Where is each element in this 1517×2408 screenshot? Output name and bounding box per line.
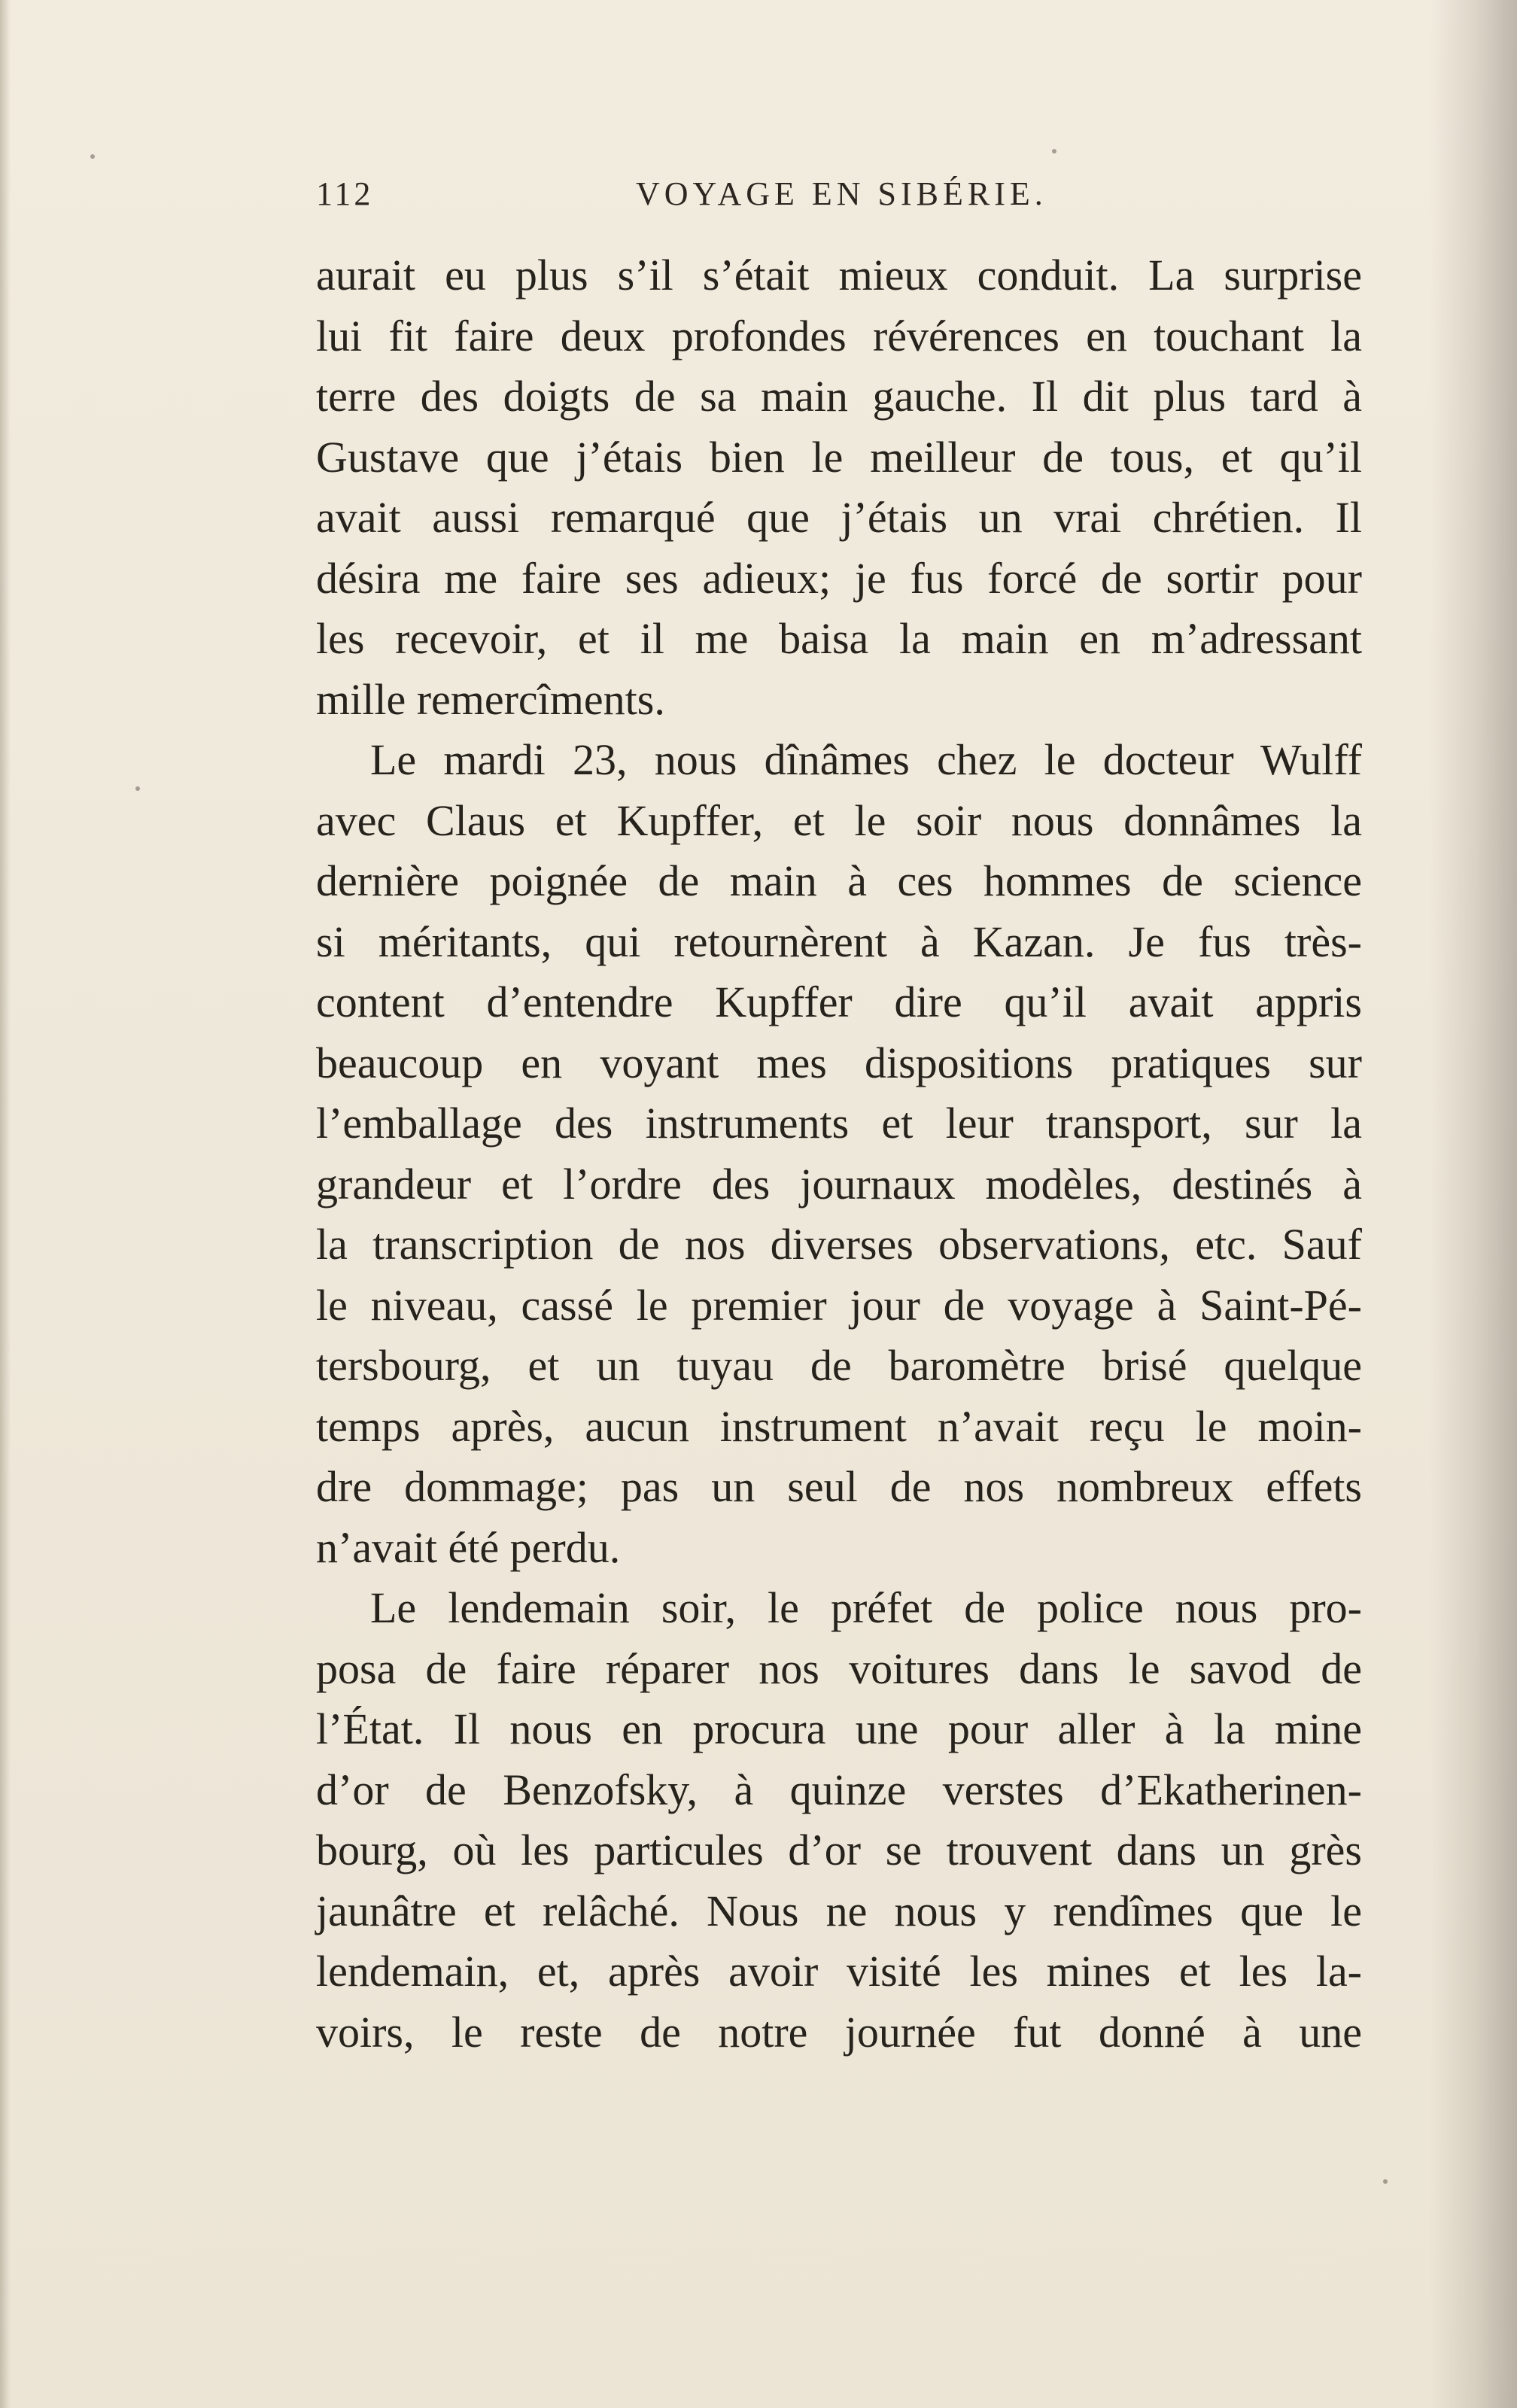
text-line: dre dommage; pas un seul de nos nombreux effets — [316, 1462, 1362, 1511]
text-line: beaucoup en voyant mes dispositions pratiques sur — [316, 1038, 1362, 1087]
text-line: Gustave que j’étais bien le meilleur de tous, et qu’il — [316, 432, 1362, 482]
text-line: posa de faire réparer nos voitures dans le savod de — [316, 1643, 1362, 1693]
text-line: tersbourg, et un tuyau de baromètre brisé quelque — [316, 1341, 1362, 1390]
text-line: voirs, le reste de notre journée fut donné à une — [316, 2007, 1362, 2057]
text-line: avait aussi remarqué que j’étais un vrai chrétien. Il — [316, 493, 1362, 542]
text-line: désira me faire ses adieux; je fus forcé de sortir pour — [316, 553, 1362, 603]
text-line: content d’entendre Kupffer dire qu’il avait appris — [316, 977, 1362, 1026]
text-line: Le mardi 23, nous dînâmes chez le docteur Wulff — [370, 735, 1362, 784]
text-line: le niveau, cassé le premier jour de voyage à Saint-Pé- — [316, 1280, 1362, 1330]
body-text — [316, 245, 1362, 2063]
paper-speck — [90, 154, 95, 159]
text-line: n’avait été perdu. — [316, 1522, 621, 1572]
page-number: 112 — [316, 175, 374, 212]
paper-speck — [1052, 149, 1056, 154]
text-line: dernière poignée de main à ces hommes de science — [316, 856, 1362, 905]
text-line: terre des doigts de sa main gauche. Il dit plus tard à — [316, 372, 1362, 421]
text-line: lui fit faire deux profondes révérences en touchant la — [316, 311, 1362, 360]
paper-speck — [135, 786, 140, 791]
text-line: d’or de Benzofsky, à quinze verstes d’Ekatherinen- — [316, 1765, 1362, 1814]
text-line: bourg, où les particules d’or se trouvent dans un grès — [316, 1826, 1362, 1874]
paper-speck — [1383, 2179, 1388, 2184]
text-line: Le lendemain soir, le préfet de police nous pro- — [370, 1583, 1362, 1632]
text-line: aurait eu plus s’il s’était mieux conduit. La surprise — [316, 251, 1362, 299]
text-line: lendemain, et, après avoir visité les mines et les la- — [316, 1947, 1362, 1996]
text-line: temps après, aucun instrument n’avait reçu le moin- — [316, 1401, 1362, 1451]
text-line: la transcription de nos diverses observations, etc. Sauf — [316, 1220, 1362, 1269]
text-line: jaunâtre et relâché. Nous ne nous y rendîmes que le — [316, 1886, 1362, 1935]
text-line: grandeur et l’ordre des journaux modèles, destinés à — [316, 1159, 1362, 1209]
text-line: si méritants, qui retournèrent à Kazan. Je fus très- — [316, 917, 1362, 966]
text-line: l’emballage des instruments et leur transport, sur la — [316, 1099, 1362, 1148]
page-binding-shadow — [0, 0, 11, 2408]
text-line: avec Claus et Kupffer, et le soir nous donnâmes la — [316, 795, 1362, 845]
text-line: l’État. Il nous en procura une pour aller à la mine — [316, 1704, 1362, 1753]
page-header — [316, 175, 1354, 220]
text-line: les recevoir, et il me baisa la main en m’adressant — [316, 614, 1362, 663]
text-line: mille remercîments. — [316, 674, 665, 724]
running-head: VOYAGE EN SIBÉRIE. — [636, 175, 1047, 212]
